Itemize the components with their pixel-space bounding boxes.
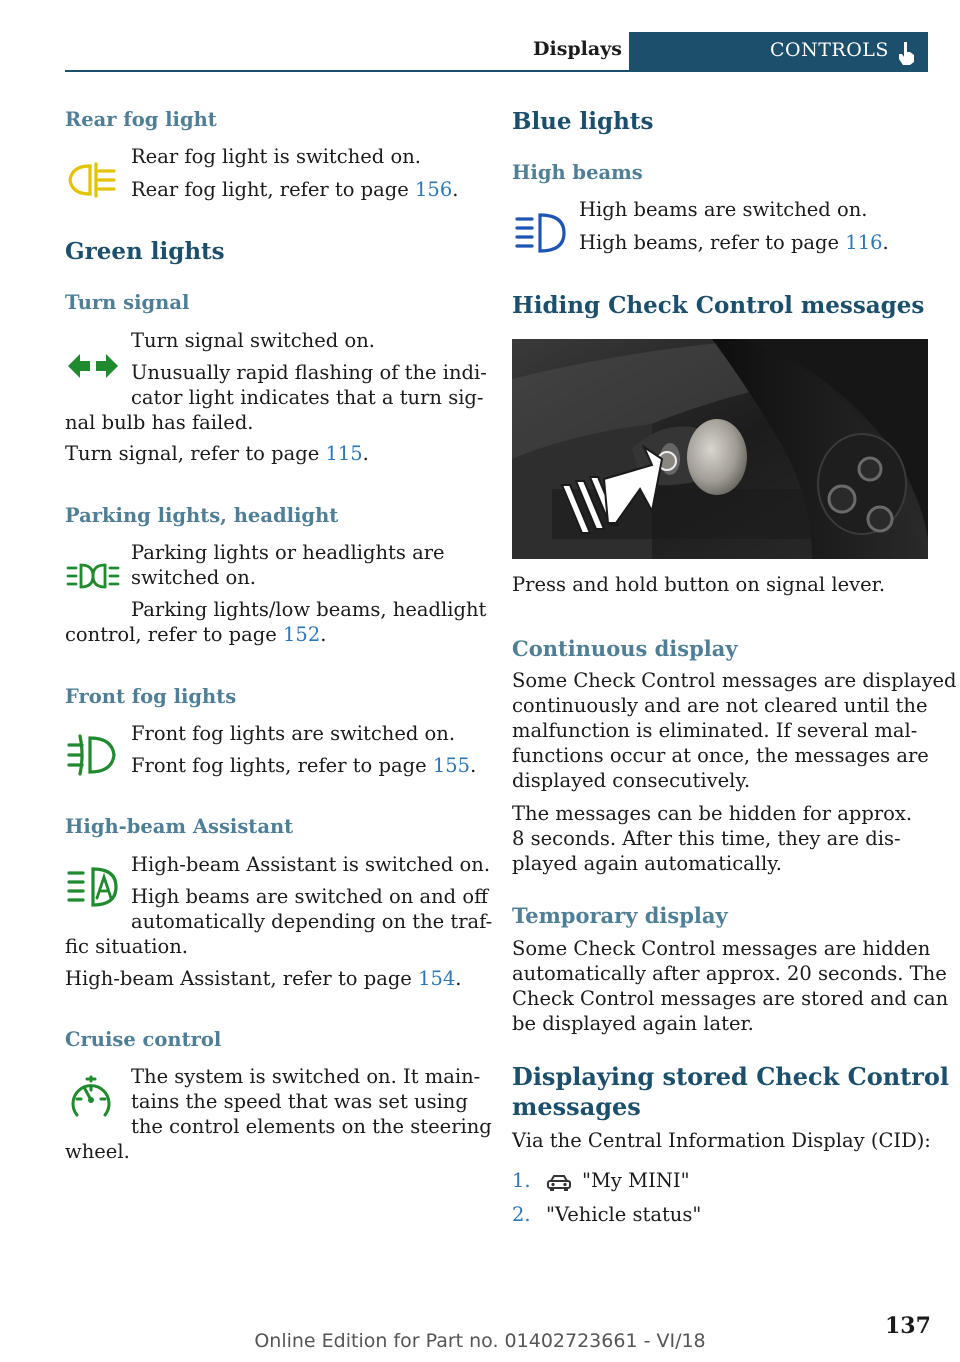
stored-messages-heading-line2: messages: [512, 1092, 641, 1121]
parking-line1a: Parking lights or headlights are: [131, 541, 445, 564]
parking-line1b: switched on.: [131, 566, 256, 589]
parking-line2b: [65, 623, 326, 646]
parking-ref-text: control, refer to page: [65, 623, 283, 646]
temporary-p1c: Check Control messages are stored and can: [512, 987, 949, 1010]
parking-lights-heading: Parking lights, headlight: [65, 504, 339, 527]
rear-fog-ref-text: Rear fog light, refer to page: [131, 178, 415, 201]
high-beams-line1: High beams are switched on.: [579, 198, 868, 221]
step-2-menu-vehicle-status[interactable]: "Vehicle status": [546, 1203, 702, 1226]
period: .: [320, 623, 327, 646]
blue-lights-heading: Blue lights: [512, 108, 654, 135]
turn-signal-page-link[interactable]: 115: [325, 442, 363, 465]
page-number: 137: [885, 1313, 931, 1339]
continuous-p2c: played again automatically.: [512, 852, 782, 875]
period: .: [452, 178, 459, 201]
front-fog-page-link[interactable]: 155: [432, 754, 471, 777]
high-beam-icon: [514, 212, 568, 254]
turn-signal-line2b: cator light indicates that a turn sig-: [131, 386, 484, 409]
temporary-p1d: be displayed again later.: [512, 1012, 754, 1035]
period: .: [882, 231, 889, 254]
hba-line1: High-beam Assistant is switched on.: [131, 853, 491, 876]
period: .: [362, 442, 369, 465]
rear-fog-line1: Rear fog light is switched on.: [131, 145, 421, 168]
hba-heading: High-beam Assistant: [65, 815, 294, 838]
stored-messages-heading-line1: Displaying stored Check Control: [512, 1062, 950, 1091]
turn-signal-heading: Turn signal: [65, 291, 190, 314]
continuous-p1c: malfunction is eliminated. If several mal-: [512, 719, 918, 742]
continuous-display-heading: Continuous display: [512, 636, 738, 661]
temporary-p1a: Some Check Control messages are hidden: [512, 937, 931, 960]
hba-line3: [65, 967, 462, 990]
cruise-line1a: The system is switched on. It main-: [131, 1065, 481, 1088]
temporary-p1b: automatically after approx. 20 seconds. The: [512, 962, 947, 985]
header-chapter-title: CONTROLS: [770, 39, 889, 61]
rear-fog-heading: Rear fog light: [65, 108, 217, 131]
parking-line2a: Parking lights/low beams, headlight: [131, 598, 487, 621]
cruise-heading: Cruise control: [65, 1028, 222, 1051]
continuous-p1e: displayed consecutively.: [512, 769, 751, 792]
turn-signal-icon: [68, 351, 118, 381]
period: .: [455, 967, 462, 990]
cruise-line1b: tains the speed that was set using: [131, 1090, 468, 1113]
front-fog-light-icon: [66, 734, 120, 776]
turn-signal-line3: [65, 442, 369, 465]
hba-line2b: automatically depending on the traf-: [131, 910, 493, 933]
stored-intro: Via the Central Information Display (CID):: [512, 1129, 931, 1152]
cruise-line1c: the control elements on the steering: [131, 1115, 492, 1138]
hba-ref-text: High-beam Assistant, refer to page: [65, 967, 419, 990]
period: .: [470, 754, 477, 777]
continuous-p1d: functions occur at once, the messages are: [512, 744, 929, 767]
header-section-title: Displays: [533, 38, 622, 60]
photo-caption: Press and hold button on signal lever.: [512, 573, 886, 596]
front-fog-ref-text: Front fog lights, refer to page: [131, 754, 433, 777]
hba-page-link[interactable]: 154: [418, 967, 456, 990]
signal-lever-photo: [512, 339, 928, 559]
parking-page-link[interactable]: 152: [283, 623, 321, 646]
continuous-p2b: 8 seconds. After this time, they are dis-: [512, 827, 901, 850]
footer-edition: Online Edition for Part no. 01402723661 - VI/18: [254, 1330, 706, 1352]
step-1-number: 1.: [512, 1169, 531, 1192]
front-fog-line2: [131, 754, 476, 777]
temporary-display-heading: Temporary display: [512, 903, 728, 928]
continuous-p1a: Some Check Control messages are displayed: [512, 669, 957, 692]
continuous-p1b: continuously and are not cleared until the: [512, 694, 928, 717]
high-beam-assistant-icon: [66, 866, 120, 908]
pointing-hand-icon: [896, 40, 918, 66]
rear-fog-light-icon: [66, 160, 120, 200]
cruise-line1d: wheel.: [65, 1140, 130, 1163]
high-beams-page-link[interactable]: 116: [845, 231, 883, 254]
high-beams-ref-text: High beams, refer to page: [579, 231, 846, 254]
turn-signal-line2c: nal bulb has failed.: [65, 411, 254, 434]
rear-fog-page-link[interactable]: 156: [415, 178, 453, 201]
continuous-p2a: The messages can be hidden for approx.: [512, 802, 913, 825]
turn-signal-ref-text: Turn signal, refer to page: [65, 442, 326, 465]
parking-lights-icon: [66, 561, 120, 591]
high-beams-heading: High beams: [512, 161, 643, 184]
front-fog-heading: Front fog lights: [65, 685, 237, 708]
hba-line2a: High beams are switched on and off: [131, 885, 488, 908]
turn-signal-line1: Turn signal switched on.: [131, 329, 375, 352]
step-2-number: 2.: [512, 1203, 531, 1226]
high-beams-line2: [579, 231, 889, 254]
green-lights-heading: Green lights: [65, 238, 225, 265]
hba-line2c: fic situation.: [65, 935, 188, 958]
turn-signal-line2a: Unusually rapid flashing of the indi-: [131, 361, 487, 384]
step-1-menu-my-mini[interactable]: "My MINI": [582, 1169, 690, 1192]
front-fog-line1: Front fog lights are switched on.: [131, 722, 456, 745]
cruise-control-icon: [68, 1075, 114, 1121]
car-icon: [546, 1173, 572, 1193]
hiding-check-control-heading: Hiding Check Control messages: [512, 292, 925, 319]
rear-fog-line2: [131, 178, 458, 201]
